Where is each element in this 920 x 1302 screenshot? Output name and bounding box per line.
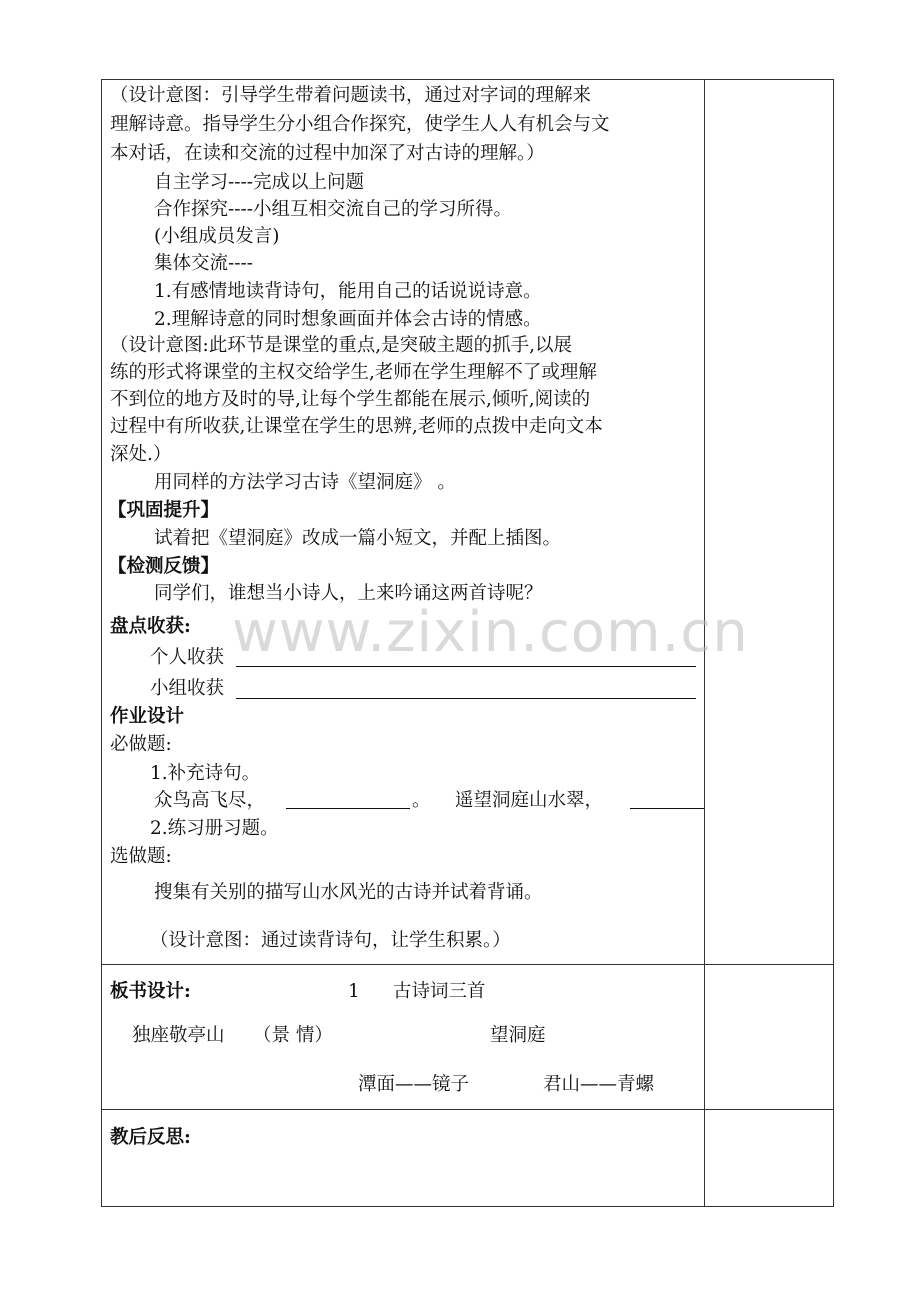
poem-line-b: 遥望洞庭山水翠， (455, 790, 604, 811)
harvest-heading: 盘点收获: (110, 616, 191, 637)
row-divider-reflection (101, 1109, 834, 1110)
consolidate-text: 试着把《望洞庭》改成一篇小短文，并配上插图。 (154, 528, 562, 549)
group-harvest-label: 小组收获 (150, 678, 225, 699)
self-study: 自主学习----完成以上问题 (154, 172, 365, 193)
poem-line-a: 众鸟高飞尽， (154, 790, 266, 811)
required-1: 1.补充诗句。 (150, 763, 261, 784)
goal-1: 1.有感情地读背诗句，能用自己的话说说诗意。 (154, 281, 542, 302)
required-label: 必做题: (110, 734, 172, 755)
board-number: 1 (348, 981, 360, 1002)
board-heading: 板书设计: (110, 981, 191, 1002)
design-intent-2-line-5: 深处.） (110, 444, 172, 465)
design-intent-1-line-2: 理解诗意。指导学生分小组合作探究，使学生人人有机会与文 (110, 114, 610, 135)
design-intent-2-line-4: 过程中有所收获,让课堂在学生的思辨,老师的点拨中走向文本 (110, 416, 603, 437)
personal-harvest-label: 个人收获 (150, 647, 225, 668)
consolidate-heading: 【巩固提升】 (108, 500, 220, 521)
required-2: 2.练习册习题。 (150, 818, 279, 839)
design-intent-2-line-3: 不到位的地方及时的导,让每个学生都能在展示,倾听,阅读的 (110, 389, 591, 410)
board-title: 古诗词三首 (393, 981, 486, 1002)
optional-label: 选做题: (110, 846, 172, 867)
design-intent-2-line-1: （设计意图:此环节是课堂的重点,是突破主题的抓手,以展 (110, 335, 572, 356)
design-intent-2-line-2: 练的形式将课堂的主权交给学生,老师在学生理解不了或理解 (110, 362, 597, 383)
feedback-text: 同学们，谁想当小诗人，上来吟诵这两首诗呢？ (154, 583, 543, 604)
design-intent-1-line-3: 本对话，在读和交流的过程中加深了对古诗的理解。） (110, 143, 545, 164)
board-pair-2: 君山——青螺 (543, 1074, 655, 1095)
board-poem-1-note: （景 情） (253, 1025, 333, 1046)
poem-blank-a (286, 808, 410, 809)
board-poem-2: 望洞庭 (490, 1025, 546, 1046)
homework-heading: 作业设计 (110, 706, 185, 727)
goal-2: 2.理解诗意的同时想象画面并体会古诗的情感。 (154, 309, 542, 330)
class-exchange: 集体交流---- (154, 253, 254, 274)
row-divider-board (101, 964, 834, 965)
cooperation: 合作探究----小组互相交流自己的学习所得。 (154, 199, 513, 220)
group-harvest-blank (236, 698, 696, 699)
feedback-heading: 【检测反馈】 (108, 556, 220, 577)
reflection-heading: 教后反思: (110, 1127, 191, 1148)
poem-period: 。 (412, 790, 431, 811)
same-method: 用同样的方法学习古诗《望洞庭》 。 (154, 472, 456, 493)
watermark: www.zixin.com.cn (232, 600, 749, 665)
group-speak: (小组成员发言) (154, 226, 280, 247)
personal-harvest-blank (236, 666, 696, 667)
board-pair-1: 潭面——镜子 (358, 1074, 470, 1095)
design-intent-3: （设计意图：通过读背诗句，让学生积累。） (150, 930, 511, 951)
poem-blank-b (630, 808, 704, 809)
design-intent-1-line-1: （设计意图：引导学生带着问题读书，通过对字词的理解来 (110, 85, 592, 106)
board-poem-1: 独座敬亭山 (132, 1025, 225, 1046)
optional-text: 搜集有关别的描写山水风光的古诗并试着背诵。 (154, 882, 543, 903)
